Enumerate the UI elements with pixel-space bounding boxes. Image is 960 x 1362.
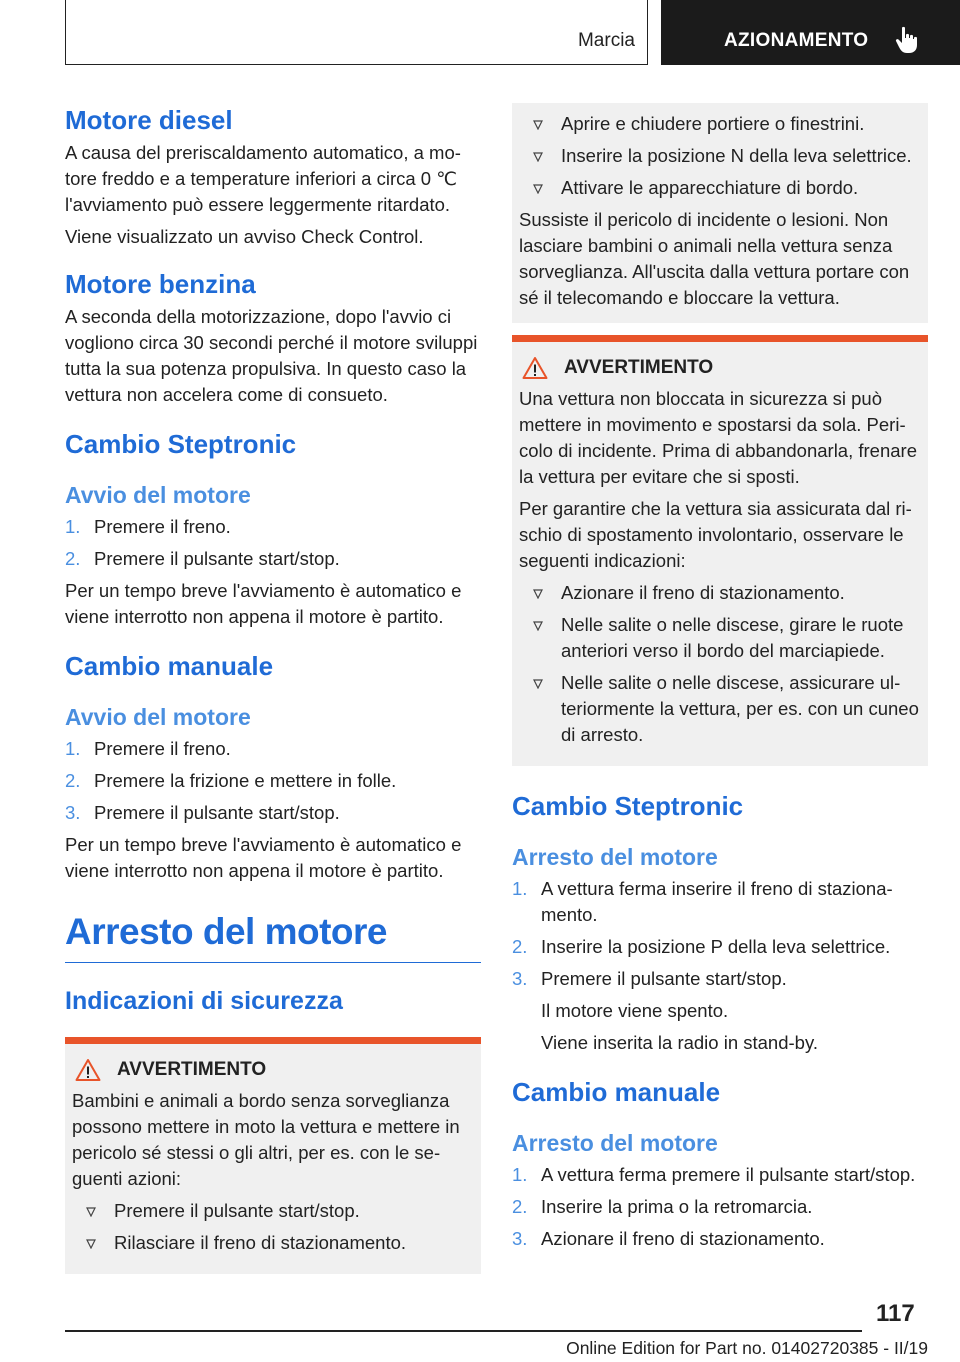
list-item: 2. Premere la frizione e mettere in folle. <box>65 770 397 791</box>
heading-manuale-stop: Cambio manuale <box>512 1077 721 1107</box>
warning-continuation-panel <box>512 103 928 323</box>
warning-label: AVVERTIMENTO <box>564 357 714 378</box>
left-column <box>65 100 481 1274</box>
footer-edition: Online Edition for Part no. 01402720385 - II/19 <box>566 1338 928 1358</box>
warning-continuation-list <box>519 111 921 201</box>
list-item: 2. Inserire la posizione P della leva selettrice. <box>512 936 891 957</box>
triangle-bullet-icon <box>533 152 543 162</box>
list-item: Inserire la posizione N della leva selettrice. <box>519 143 921 169</box>
manuale-stop-steps <box>512 1162 928 1252</box>
steptronic-start-steps <box>65 514 481 572</box>
page-number: 117 <box>876 1300 915 1327</box>
note-engine-off: Il motore viene spento. <box>541 1000 729 1021</box>
list-item: Rilasciare il freno di stazionamento. <box>72 1230 474 1256</box>
list-item: 2. Inserire la prima o la retromarcia. <box>512 1196 813 1217</box>
subheading-steptronic-stop: Arresto del motore <box>512 844 718 870</box>
header-section-title: Marcia <box>577 30 635 51</box>
list-item: 3. Premere il pulsante start/stop. <box>512 968 787 989</box>
header-section-box <box>65 0 648 65</box>
warning-icon <box>522 356 548 380</box>
warning-box-parking <box>512 335 928 766</box>
paragraph-benzina: A seconda della motorizzazione, dopo l'avvio ci vogliono circa 30 secondi perché il motore sviluppi tutta la sua potenza propulsiva. In questo caso la vettura non accelera come di consueto. <box>65 306 478 405</box>
manuale-start-steps <box>65 736 481 826</box>
paragraph-diesel-2: Viene visualizzato un avviso Check Control. <box>65 226 424 247</box>
list-item: 3. Azionare il freno di stazionamento. <box>512 1228 825 1249</box>
warning-text-1: Una vettura non bloccata in sicurezza si può mettere in movimento e spostarsi da sola. Pericolo di incidente. Prima di abbandonarla, frenare la vettura per evitare che si sposti. <box>519 388 917 487</box>
list-item: 2. Premere il pulsante start/stop. <box>65 548 340 569</box>
warning-label: AVVERTIMENTO <box>117 1059 267 1080</box>
chapter-heading-rule <box>65 910 481 963</box>
list-item: Nelle salite o nelle discese, girare le ruote anteriori verso il bordo del marciapiede. <box>519 612 921 664</box>
list-item: Premere il pulsante start/stop. <box>72 1198 474 1224</box>
triangle-bullet-icon <box>533 679 543 689</box>
warning-parking-list <box>519 580 921 748</box>
subheading-manuale-stop: Arresto del motore <box>512 1130 718 1156</box>
heading-sicurezza: Indicazioni di sicurezza <box>65 987 343 1015</box>
paragraph-steptronic-start: Per un tempo breve l'avviamento è automatico e viene interrotto non appena il motore è partito. <box>65 580 462 627</box>
list-item: Attivare le apparecchiature di bordo. <box>519 175 921 201</box>
warning-icon <box>75 1058 101 1082</box>
subheading-steptronic-start: Avvio del motore <box>65 482 251 508</box>
list-item: 1. Premere il freno. <box>65 516 231 537</box>
warning-text: Bambini e animali a bordo senza sorveglianza possono mettere in moto la vettura e mettere in pericolo sé stessi o gli altri, per es. con le seguenti azioni: <box>72 1090 460 1189</box>
warning-box-children <box>65 1037 481 1274</box>
list-item: 1. A vettura ferma premere il pulsante start/stop. <box>512 1164 916 1185</box>
right-column <box>512 103 928 1258</box>
warning-continuation-text: Sussiste il pericolo di incidente o lesioni. Non lasciare bambini o animali nella vettura senza sorveglianza. All'uscita dalla vettura portare con sé il telecomando e bloccare la vettura. <box>519 209 910 308</box>
subheading-manuale-start: Avvio del motore <box>65 704 251 730</box>
warning-header <box>519 356 921 380</box>
header-chapter-tab <box>661 0 960 65</box>
triangle-bullet-icon <box>533 621 543 631</box>
list-item: Azionare il freno di stazionamento. <box>519 580 921 606</box>
footer-rule <box>65 1330 862 1332</box>
triangle-bullet-icon <box>533 589 543 599</box>
heading-steptronic: Cambio Steptronic <box>65 429 297 459</box>
paragraph-diesel-1: A causa del preriscaldamento automatico, a motore freddo e a temperature inferiori a circa 0 ℃ l'avviamento può essere leggermente ritardato. <box>65 142 461 215</box>
list-item: Aprire e chiudere portiere o finestrini. <box>519 111 921 137</box>
steptronic-stop-steps <box>512 876 928 992</box>
heading-steptronic-stop: Cambio Steptronic <box>512 791 744 821</box>
heading-benzina: Motore benzina <box>65 269 256 299</box>
triangle-bullet-icon <box>533 120 543 130</box>
list-item: 1. A vettura ferma inserire il freno di stazionamento. <box>512 878 893 925</box>
list-item: 3. Premere il pulsante start/stop. <box>65 802 340 823</box>
warning-actions-list <box>72 1198 474 1256</box>
paragraph-manuale-start: Per un tempo breve l'avviamento è automatico e viene interrotto non appena il motore è partito. <box>65 834 462 881</box>
heading-arresto: Arresto del motore <box>65 911 388 952</box>
hand-pointer-icon <box>895 26 921 54</box>
heading-diesel: Motore diesel <box>65 105 233 135</box>
triangle-bullet-icon <box>86 1207 96 1217</box>
list-item: Nelle salite o nelle discese, assicurare ulteriormente la vettura, per es. con un cuneo di arresto. <box>519 670 921 748</box>
list-item: 1. Premere il freno. <box>65 738 231 759</box>
triangle-bullet-icon <box>86 1239 96 1249</box>
warning-header <box>72 1058 474 1082</box>
header-chapter-title: AZIONAMENTO <box>724 30 869 51</box>
note-radio-standby: Viene inserita la radio in stand-by. <box>541 1032 818 1053</box>
warning-text-2: Per garantire che la vettura sia assicurata dal rischio di spostamento involontario, osservare le seguenti indicazioni: <box>519 498 912 571</box>
triangle-bullet-icon <box>533 184 543 194</box>
heading-manuale: Cambio manuale <box>65 651 274 681</box>
